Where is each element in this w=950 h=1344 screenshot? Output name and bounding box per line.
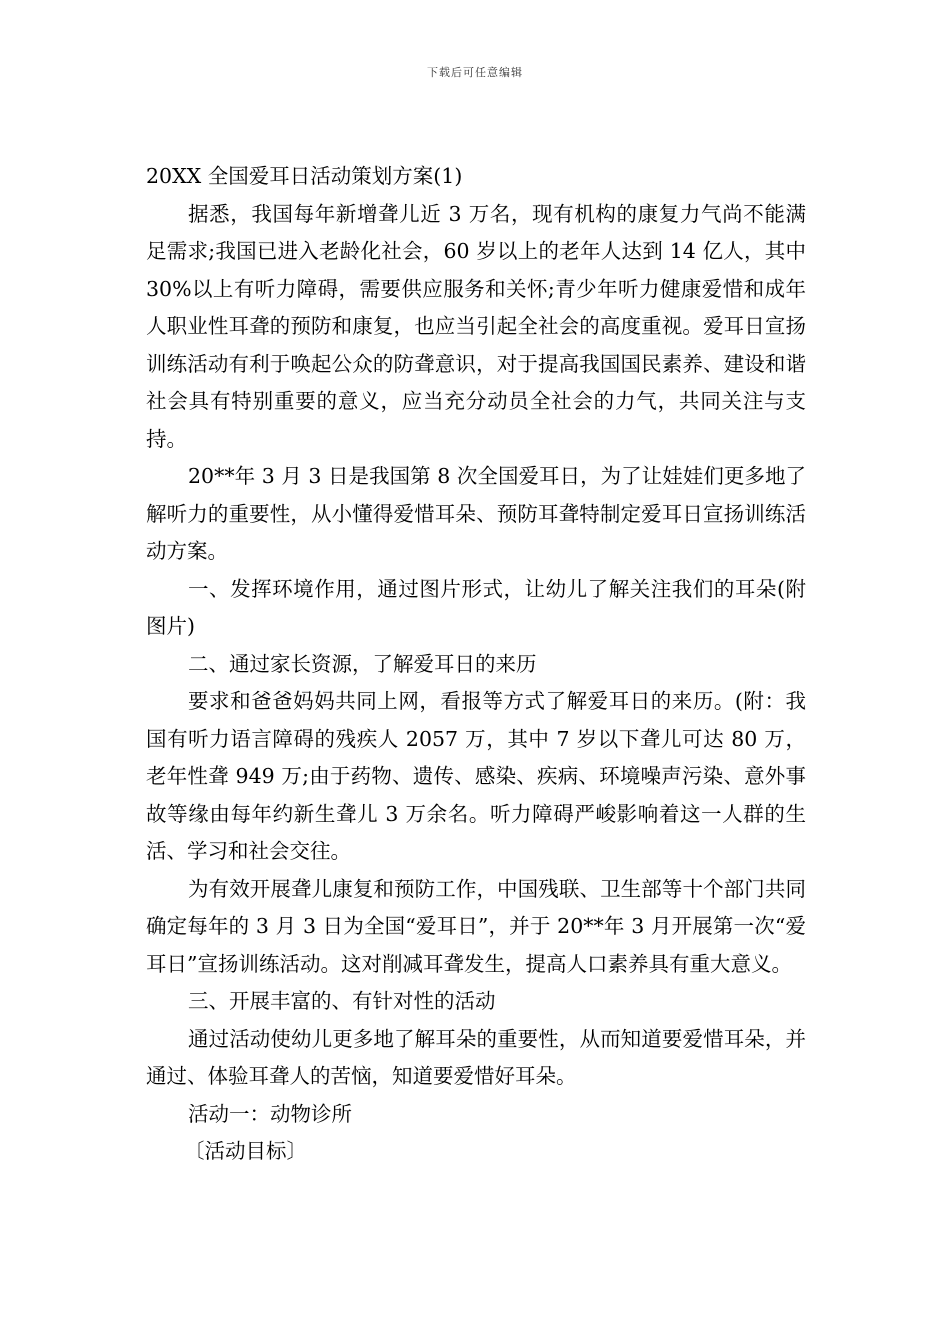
section-three-heading: 三、开展丰富的、有针对性的活动	[188, 989, 496, 1013]
document-title: 20XX 全国爱耳日活动策划方案(1)	[146, 164, 463, 188]
document-body	[146, 158, 806, 1171]
section-two-heading: 二、通过家长资源，了解爱耳日的来历	[188, 651, 537, 676]
paragraph-purpose: 20**年 3 月 3 日是我国第 8 次全国爱耳日，为了让娃娃们更多地了解听力的重要性，从小懂得爱惜耳朵、预防耳聋特制定爱耳日宣扬训练活动方案。	[146, 464, 806, 563]
page-header-note: 下载后可任意编辑	[427, 66, 523, 79]
activity-one-heading: 活动一：动物诊所	[188, 1101, 352, 1126]
paragraph-intro: 据悉，我国每年新增聋儿近 3 万名，现有机构的康复力气尚不能满足需求;我国已进入老龄化社会，60 岁以上的老年人达到 14 亿人，其中 30%以上有听力障碍，需要供应服务和关怀;青少年听力健康爱惜和成年人职业性耳聋的预防和康复，也应当引起全社会的高度重视。爱耳日宣扬训练活动有利于唤起公众的防聋意识，对于提高我国国民素养、建设和谐社会具有特别重要的意义，应当充分动员全社会的力气，共同关注与支持。	[146, 201, 806, 451]
paragraph-section-two-history: 为有效开展聋儿康复和预防工作，中国残联、卫生部等十个部门共同确定每年的 3 月 3 日为全国“爱耳日”，并于 20**年 3 月开展第一次“爱耳日”宣扬训练活动。这对削减耳聋发生，提高人口素养具有重大意义。	[146, 876, 806, 976]
activity-one-goal-heading: 〔活动目标〕	[184, 1139, 307, 1163]
paragraph-section-one: 一、发挥环境作用，通过图片形式，让幼儿了解关注我们的耳朵(附图片)	[146, 576, 806, 638]
paragraph-section-three-body: 通过活动使幼儿更多地了解耳朵的重要性，从而知道要爱惜耳朵，并通过、体验耳聋人的苦恼，知道要爱惜好耳朵。	[146, 1026, 806, 1088]
paragraph-section-two-body: 要求和爸爸妈妈共同上网，看报等方式了解爱耳日的来历。(附：我国有听力语言障碍的残疾人 2057 万，其中 7 岁以下聋儿可达 80 万，老年性聋 949 万;由于药物、遗传、感染、疾病、环境噪声污染、意外事故等缘由每年约新生聋儿 3 万余名。听力障碍严峻影响着这一人群的生活、学习和社会交往。	[146, 689, 806, 863]
